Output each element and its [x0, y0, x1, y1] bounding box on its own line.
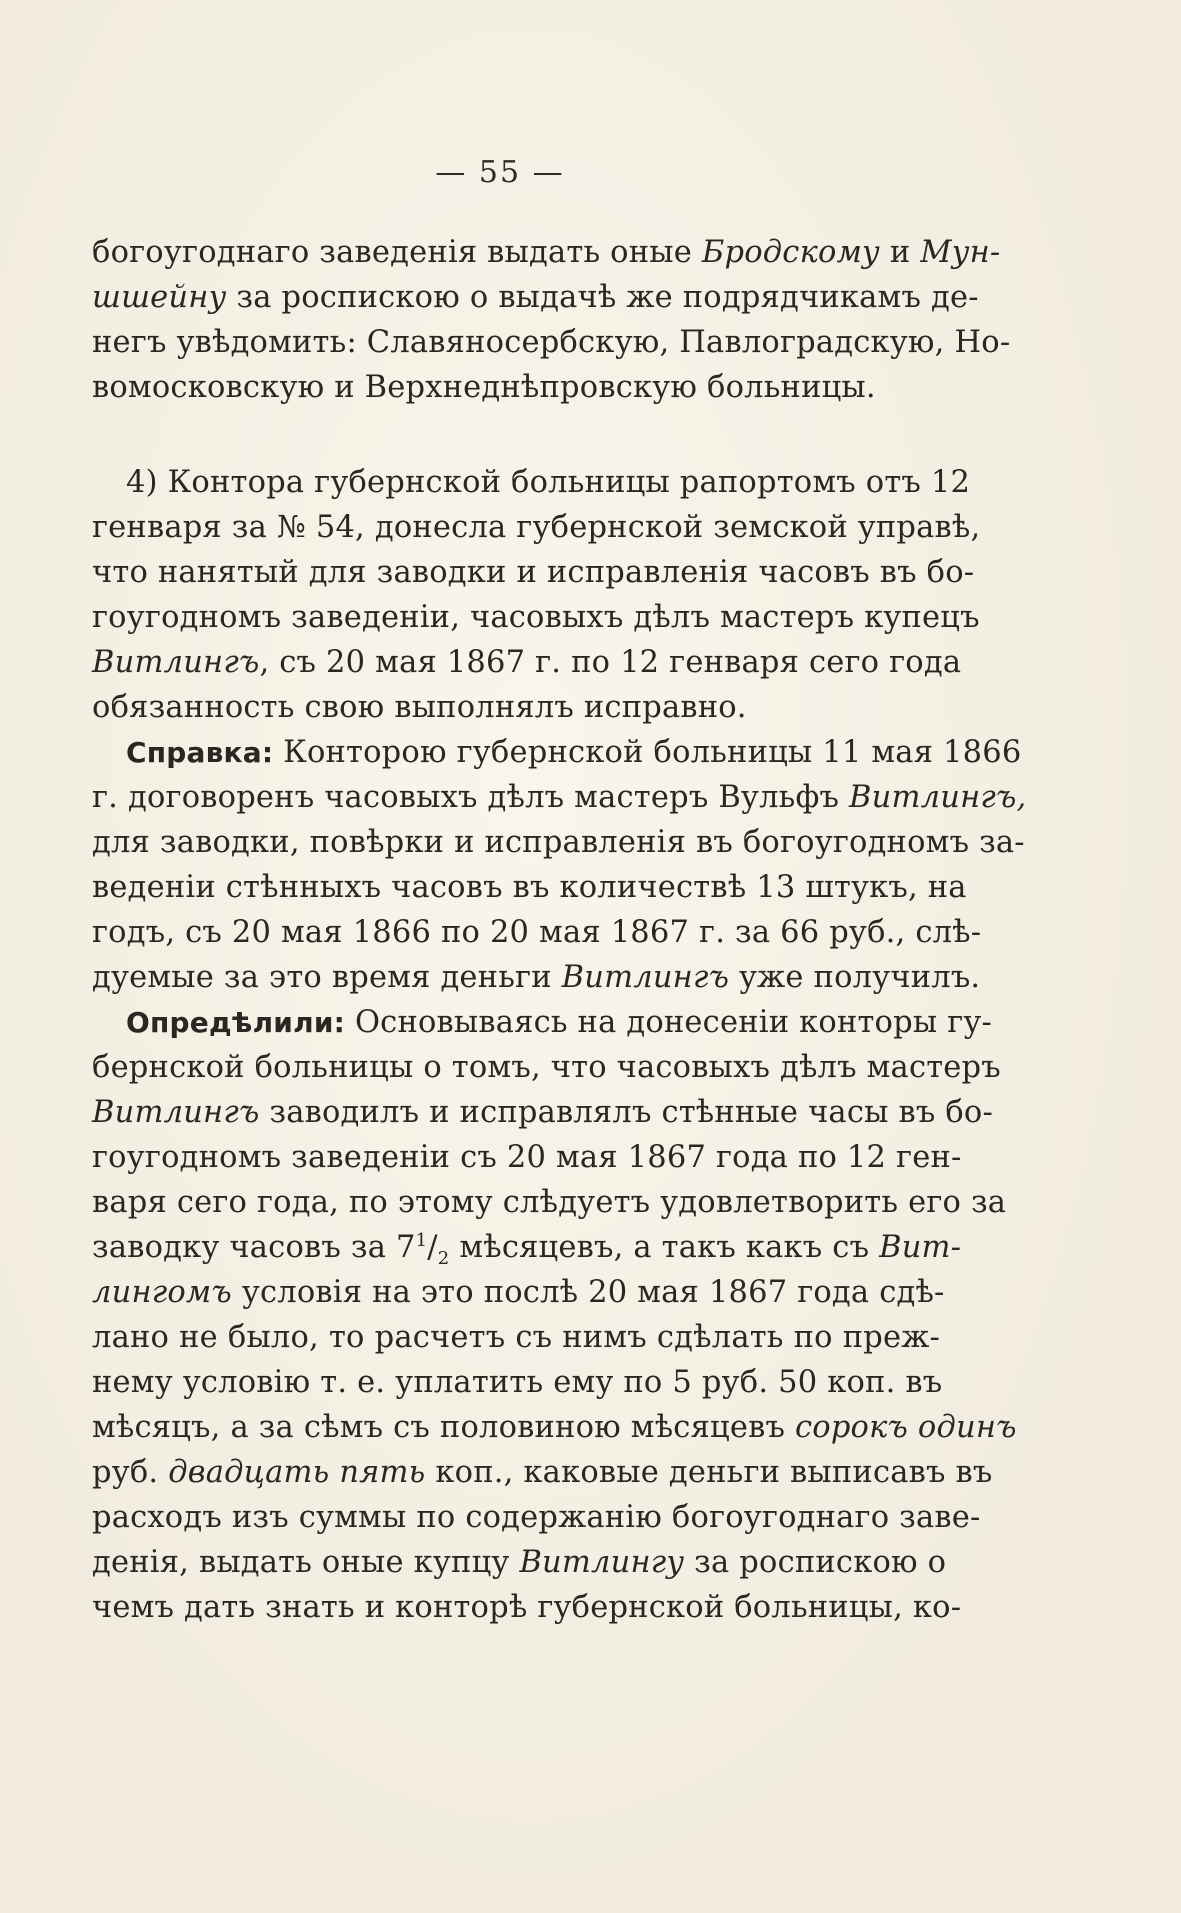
text-line: лано не было, то расчетъ съ нимъ сдѣлать по преж- — [92, 1320, 940, 1355]
text-line — [92, 1090, 993, 1135]
paragraph-gap — [92, 410, 940, 460]
italic-name: Витлингъ, — [849, 780, 1027, 815]
text-line — [92, 1450, 993, 1495]
text-span: , съ 20 мая 1867 г. по 12 генваря сего года — [259, 645, 962, 680]
paragraph-1 — [92, 230, 1011, 410]
text-line: заводку часовъ за $7^1/_2$ мѣсяцевъ, а такъ какъ съ Вит- — [92, 1229, 962, 1270]
text-line: годъ, съ 20 мая 1866 по 20 мая 1867 г. за 66 руб., слѣ- — [92, 915, 982, 950]
text-line: гоугодномъ заведеніи съ 20 мая 1867 года по 12 ген- — [92, 1140, 962, 1175]
text-line: генваря за № 54, донесла губернской земской управѣ, — [92, 510, 981, 545]
text-line — [92, 230, 1001, 275]
text-line: нему условію т. е. уплатить ему по 5 руб. 50 коп. въ — [92, 1365, 943, 1400]
text-line — [92, 1000, 993, 1045]
text-span: Основываясь на донесеніи конторы гу- — [345, 1005, 993, 1040]
italic-name: Витлингъ — [561, 960, 730, 995]
italic-name: Мун- — [920, 235, 1001, 270]
text-line — [92, 955, 981, 1000]
text-span: заводилъ и исправлялъ стѣнные часы въ бо- — [259, 1095, 993, 1130]
opredelili-label: Опредѣлили: — [126, 1006, 346, 1039]
text-span: уже получилъ. — [729, 960, 981, 995]
paragraph-2 — [92, 460, 981, 730]
page-body — [92, 230, 1027, 1630]
text-line: что нанятый для заводки и исправленія часовъ въ бо- — [92, 555, 975, 590]
spravka-paragraph — [92, 730, 1027, 1000]
text-span: за роспискою о — [684, 1545, 947, 1580]
text-line — [92, 1270, 945, 1315]
italic-amount: сорокъ одинъ — [794, 1410, 1017, 1445]
italic-name: Бродскому — [701, 235, 880, 270]
text-line — [92, 275, 979, 320]
text-line: обязанность свою выполнялъ исправно. — [92, 690, 747, 725]
text-span: дуемые за это время деньги — [92, 960, 562, 995]
text-line — [92, 1405, 1017, 1450]
text-line: негъ увѣдомить: Славяносербскую, Павлоградскую, Но- — [92, 325, 1011, 360]
italic-name: Витлингу — [519, 1545, 685, 1580]
italic-name: лингомъ — [92, 1275, 232, 1310]
text-line: веденіи стѣнныхъ часовъ въ количествѣ 13 штукъ, на — [92, 870, 967, 905]
fraction-denominator: 2 — [437, 1248, 450, 1270]
text-span: Конторою губернской больницы 11 мая 1866 — [273, 735, 1022, 770]
text-span: мѣсяцевъ, а такъ какъ съ — [449, 1230, 880, 1265]
italic-amount: двадцать пять — [168, 1455, 426, 1490]
text-line: для заводки, повѣрки и исправленія въ богоугодномъ за- — [92, 825, 1025, 860]
text-line: 4) Контора губернской больницы рапортомъ отъ 12 — [126, 465, 971, 500]
text-line — [92, 1540, 947, 1585]
text-span: богоугоднаго заведенія выдать оные — [92, 235, 702, 270]
opredelili-paragraph — [92, 1000, 1017, 1630]
text-span: и — [879, 235, 921, 270]
text-span: заводку часовъ за 7 — [92, 1230, 416, 1265]
text-line — [92, 775, 1027, 820]
text-line: вомосковскую и Верхнеднѣпровскую больницы. — [92, 370, 876, 405]
italic-name: Вит- — [879, 1230, 962, 1265]
text-span: г. договоренъ часовыхъ дѣлъ мастеръ Вульфъ — [92, 780, 850, 815]
italic-name: шшейну — [92, 280, 227, 315]
spravka-label: Справка: — [126, 736, 274, 769]
text-span: условія на это послѣ 20 мая 1867 года сдѣ- — [231, 1275, 945, 1310]
text-line: расходъ изъ суммы по содержанію богоугоднаго заве- — [92, 1500, 981, 1535]
text-line — [92, 730, 1022, 775]
text-line — [92, 640, 962, 685]
text-span: за роспискою о выдачѣ же подрядчикамъ де- — [226, 280, 979, 315]
text-line: чемъ дать знать и конторѣ губернской больницы, ко- — [92, 1590, 962, 1625]
italic-name: Витлингъ — [92, 1095, 260, 1130]
text-line: бернской больницы о томъ, что часовыхъ дѣлъ мастеръ — [92, 1050, 1001, 1085]
text-line: варя сего года, по этому слѣдуетъ удовлетворить его за — [92, 1185, 1007, 1220]
italic-name: Витлингъ — [92, 645, 260, 680]
text-span: руб. — [92, 1455, 169, 1490]
text-line: гоугодномъ заведеніи, часовыхъ дѣлъ мастеръ купецъ — [92, 600, 980, 635]
text-span: мѣсяцъ, а за сѣмъ съ половиною мѣсяцевъ — [92, 1410, 795, 1445]
page-number: — 55 — — [435, 155, 565, 190]
text-span: коп., каковые деньги выписавъ въ — [425, 1455, 993, 1490]
fraction-numerator: 1 — [415, 1229, 428, 1251]
text-span: денія, выдать оные купцу — [92, 1545, 520, 1580]
